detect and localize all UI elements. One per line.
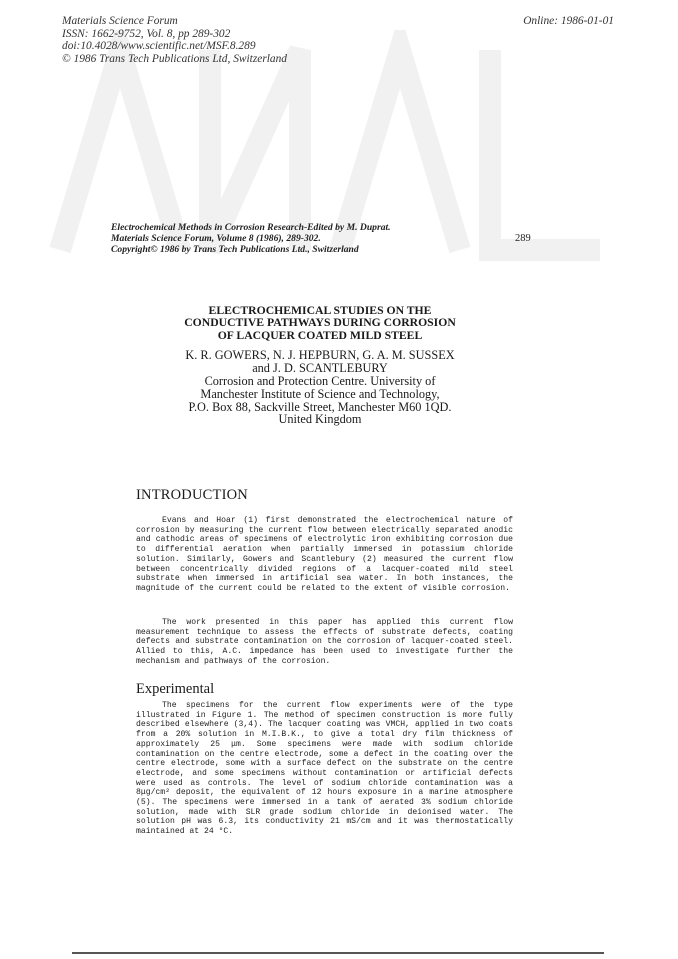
- exp-para1-text: The specimens for the current flow experiments were of the type illustrated in Figure 1. The method of specimen construction is more fully described elsewhere (3,4). The lacquer coating was VMCH, applied in two coats from a 20% solution in M.I.B.K., to give a total dry film thickness of approximately 25 μm. Some specimens were made with sodium chloride contamination on the centre electrode, some a defect in the coating over the centre electrode, some with a surface defect on the substrate on the centre electrode, and some specimens without contamination or artificial defects were used as controls. The level of sodium chloride contamination was a 8μg/cm² deposit, the equivalent of 12 hours exposure in a marine atmosphere (5). The specimens were immersed in a tank of aerated 3% sodium chloride solution, made with SLR grade sodium chloride in deionised water. The solution pH was 6.3, its conductivity 21 mS/cm and it was thermostatically maintained at 24 °C.: [136, 701, 513, 837]
- affiliation-line-3: P.O. Box 88, Sackville Street, Manchester M60 1QD.: [188, 399, 452, 414]
- page-number: 289: [515, 233, 531, 244]
- introduction-paragraph-1: [136, 516, 513, 594]
- affiliation-line-4: United Kingdom: [278, 412, 362, 427]
- experimental-paragraph-1: [136, 701, 513, 837]
- journal-name: Materials Science Forum: [62, 15, 178, 27]
- affiliation: [150, 375, 490, 426]
- issn-line: ISSN: 1662-9752, Vol. 8, pp 289-302: [62, 27, 231, 40]
- copyright-line: © 1986 Trans Tech Publications Ltd, Switzerland: [62, 52, 287, 65]
- intro-para2-text: The work presented in this paper has applied this current flow measurement technique to assess the effects of substrate defects, coating defects and substrate contamination on the corrosion of lacquer-coated steel. Allied to this, A.C. impedance has been used to investigate further the mechanism and pathways of the corrosion.: [136, 618, 513, 666]
- title-line-2: CONDUCTIVE PATHWAYS DURING CORROSION: [184, 316, 456, 330]
- authors-line-2: and J. D. SCANTLEBURY: [252, 360, 388, 375]
- title-line-3: OF LACQUER COATED MILD STEEL: [217, 328, 423, 342]
- source-citation: [111, 222, 391, 255]
- title-line-1: ELECTROCHEMICAL STUDIES ON THE: [208, 304, 432, 317]
- affiliation-line-2: Manchester Institute of Science and Technology,: [200, 386, 440, 401]
- footer-rule: [72, 952, 604, 954]
- intro-para1-text: Evans and Hoar (1) first demonstrated the electrochemical nature of corrosion by measuring the current flow between electrically separated anodic and cathodic areas of specimens of electrolytic iron exhibiting corrosion due to differential aeration when partially immersed in potassium chloride solution. Similarly, Gowers and Scantlebury (2) measured the current flow between concentrically divided regions of a lacquer-coated mild steel substrate when immersed in artificial sea water. In both instances, the magnitude of the current could be related to the extent of visible corrosion.: [136, 516, 513, 593]
- author-list: [150, 349, 490, 375]
- affiliation-line-1: Corrosion and Protection Centre. University of: [204, 374, 436, 388]
- source-line-2: Materials Science Forum, Volume 8 (1986), 289-302.: [111, 233, 321, 244]
- online-date: Online: 1986-01-01: [523, 15, 614, 27]
- source-line-1: Electrochemical Methods in Corrosion Research-Edited by M. Duprat.: [111, 222, 391, 233]
- journal-header: [62, 15, 287, 65]
- paper-title: [150, 305, 490, 342]
- introduction-paragraph-2: [136, 618, 513, 667]
- authors-line-1: K. R. GOWERS, N. J. HEPBURN, G. A. M. SUSSEX: [185, 348, 455, 362]
- source-line-3: Copyright© 1986 by Trans Tech Publications Ltd., Switzerland: [111, 244, 359, 255]
- section-heading-introduction: INTRODUCTION: [136, 487, 248, 503]
- doi-link[interactable]: doi:10.4028/www.scientific.net/MSF.8.289: [62, 40, 256, 53]
- section-heading-experimental: Experimental: [136, 681, 215, 697]
